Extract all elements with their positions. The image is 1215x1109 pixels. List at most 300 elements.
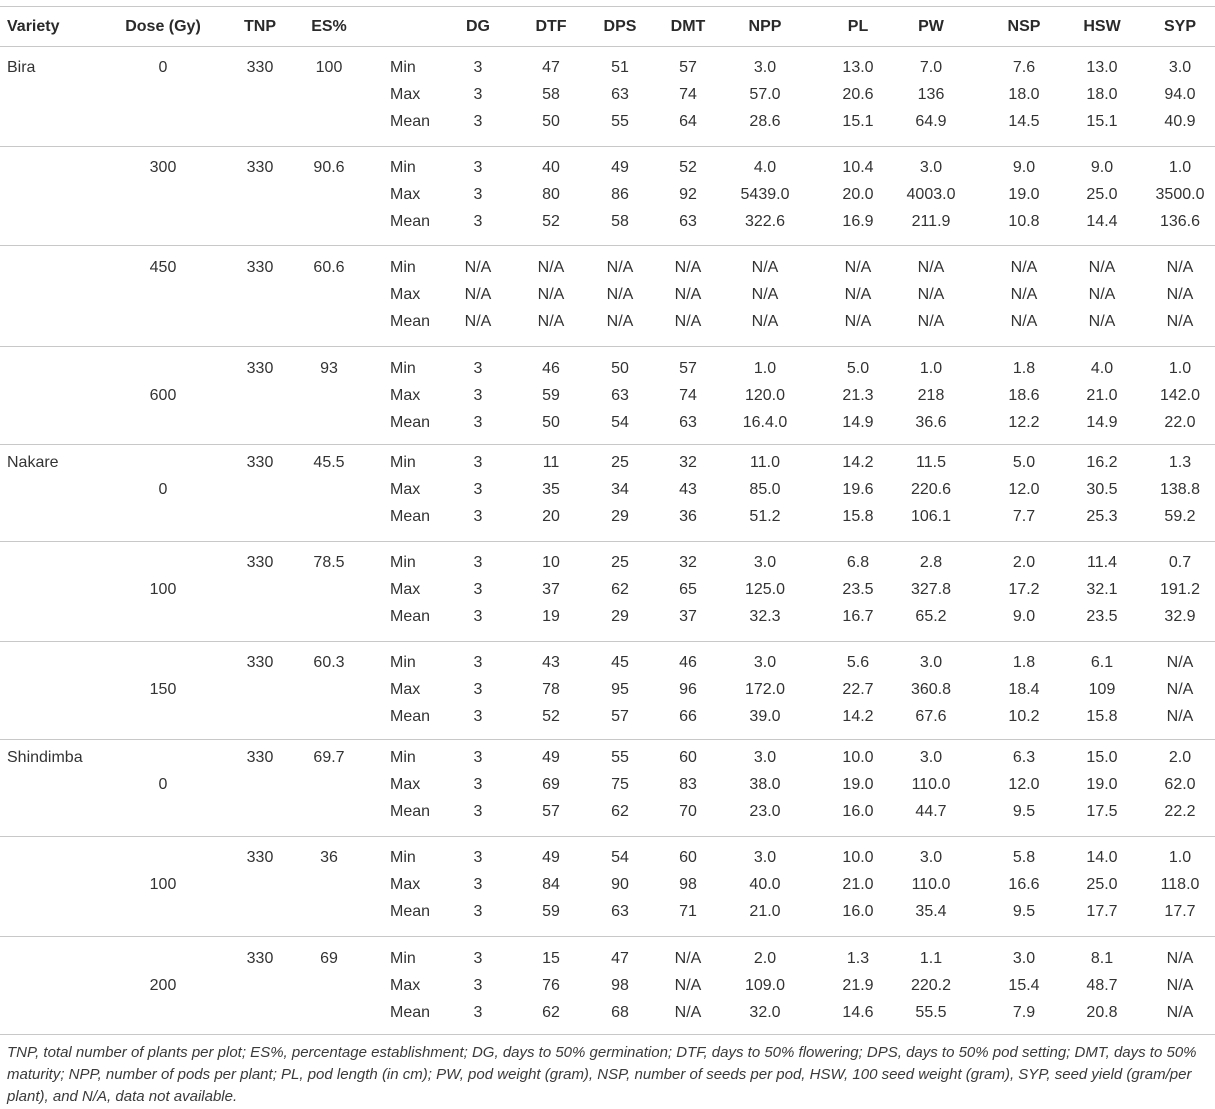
value-pw: 2.8 — [919, 554, 943, 571]
value-dmt: 65 — [679, 581, 697, 598]
value-pl: 14.6 — [842, 1004, 874, 1021]
tnp-value: 330 — [246, 59, 274, 76]
row-divider — [0, 444, 1215, 445]
dose-value: 300 — [149, 159, 177, 176]
value-hsw: 14.9 — [1086, 414, 1118, 431]
value-pl: 19.0 — [842, 776, 874, 793]
es-value: 60.3 — [313, 654, 345, 671]
value-dg: 3 — [473, 876, 483, 893]
dose-value: 600 — [149, 387, 177, 404]
dose-value: 100 — [149, 581, 177, 598]
value-pl: 1.3 — [846, 950, 870, 967]
value-syp: 1.3 — [1168, 454, 1192, 471]
row-divider — [0, 1034, 1215, 1035]
value-pl: 14.2 — [842, 454, 874, 471]
value-nsp: 6.3 — [1012, 749, 1036, 766]
value-npp: 322.6 — [744, 213, 786, 230]
value-hsw: 25.0 — [1086, 186, 1118, 203]
value-npp: 32.3 — [749, 608, 781, 625]
value-syp: N/A — [1166, 950, 1194, 967]
value-syp: N/A — [1166, 708, 1194, 725]
value-pw: N/A — [917, 259, 945, 276]
value-pl: 14.9 — [842, 414, 874, 431]
stat-label: Min — [390, 259, 416, 276]
value-syp: 59.2 — [1164, 508, 1196, 525]
header-dg: DG — [466, 18, 490, 35]
value-hsw: 17.7 — [1086, 903, 1118, 920]
value-dg: N/A — [464, 286, 492, 303]
value-dps: 50 — [611, 360, 629, 377]
stat-label: Mean — [390, 903, 431, 920]
value-dps: 63 — [611, 86, 629, 103]
value-dps: 86 — [611, 186, 629, 203]
value-dtf: 40 — [542, 159, 560, 176]
tnp-value: 330 — [246, 749, 274, 766]
variety-label: Bira — [7, 59, 36, 76]
variety-label: Shindimba — [7, 749, 83, 766]
value-pw: 64.9 — [915, 113, 947, 130]
row-divider — [0, 346, 1215, 347]
value-dtf: 35 — [542, 481, 560, 498]
value-dmt: 57 — [679, 59, 697, 76]
value-dps: 54 — [611, 414, 629, 431]
value-npp: 23.0 — [749, 803, 781, 820]
value-npp: 21.0 — [749, 903, 781, 920]
value-dg: 3 — [473, 776, 483, 793]
value-pl: 5.0 — [846, 360, 870, 377]
dose-value: 200 — [149, 977, 177, 994]
value-nsp: 12.0 — [1008, 776, 1040, 793]
value-npp: 3.0 — [753, 849, 777, 866]
value-syp: 2.0 — [1168, 749, 1192, 766]
value-syp: 1.0 — [1168, 849, 1192, 866]
tnp-value: 330 — [246, 454, 274, 471]
value-dg: 3 — [473, 213, 483, 230]
value-dtf: 37 — [542, 581, 560, 598]
value-npp: 40.0 — [749, 876, 781, 893]
header-nsp: NSP — [1007, 18, 1041, 35]
value-hsw: 48.7 — [1086, 977, 1118, 994]
value-dg: 3 — [473, 86, 483, 103]
value-dps: 49 — [611, 159, 629, 176]
value-dg: 3 — [473, 581, 483, 598]
value-npp: 125.0 — [744, 581, 786, 598]
value-nsp: 2.0 — [1012, 554, 1036, 571]
row-divider — [0, 739, 1215, 740]
value-dmt: 96 — [679, 681, 697, 698]
value-pw: 136 — [917, 86, 945, 103]
value-npp: 3.0 — [753, 749, 777, 766]
value-pl: N/A — [844, 259, 872, 276]
value-syp: 118.0 — [1160, 876, 1200, 893]
value-dps: 34 — [611, 481, 629, 498]
value-pl: 14.2 — [842, 708, 874, 725]
value-dps: 57 — [611, 708, 629, 725]
value-dmt: 37 — [679, 608, 697, 625]
value-hsw: 15.8 — [1086, 708, 1118, 725]
value-nsp: 9.5 — [1012, 903, 1036, 920]
value-npp: 51.2 — [749, 508, 781, 525]
value-nsp: 7.7 — [1012, 508, 1036, 525]
es-value: 45.5 — [313, 454, 345, 471]
tnp-value: 330 — [246, 849, 274, 866]
value-nsp: 12.2 — [1008, 414, 1040, 431]
dose-value: 0 — [158, 776, 168, 793]
value-pl: 10.0 — [842, 749, 874, 766]
value-nsp: 10.8 — [1008, 213, 1040, 230]
value-pl: 21.0 — [842, 876, 874, 893]
value-pl: 16.0 — [842, 903, 874, 920]
value-syp: 0.7 — [1168, 554, 1192, 571]
value-hsw: 6.1 — [1090, 654, 1114, 671]
value-dmt: 46 — [679, 654, 697, 671]
stat-label: Mean — [390, 608, 431, 625]
value-hsw: 8.1 — [1090, 950, 1114, 967]
stat-label: Max — [390, 387, 421, 404]
value-pw: 3.0 — [919, 749, 943, 766]
value-dg: 3 — [473, 803, 483, 820]
value-dg: 3 — [473, 186, 483, 203]
header-dose: Dose (Gy) — [125, 18, 201, 35]
value-dtf: 59 — [542, 903, 560, 920]
es-value: 36 — [320, 849, 338, 866]
value-dg: 3 — [473, 708, 483, 725]
value-dg: 3 — [473, 159, 483, 176]
value-nsp: 16.6 — [1008, 876, 1040, 893]
value-pl: N/A — [844, 286, 872, 303]
value-nsp: 18.0 — [1008, 86, 1040, 103]
value-pw: 67.6 — [915, 708, 947, 725]
value-npp: 2.0 — [753, 950, 777, 967]
value-dtf: 52 — [542, 213, 560, 230]
value-dps: 58 — [611, 213, 629, 230]
value-pl: 6.8 — [846, 554, 870, 571]
header-syp: SYP — [1163, 18, 1197, 35]
value-pw: 55.5 — [915, 1004, 947, 1021]
value-dps: 25 — [611, 554, 629, 571]
stat-label: Mean — [390, 708, 431, 725]
tnp-value: 330 — [246, 259, 274, 276]
header-variety: Variety — [7, 18, 60, 35]
value-hsw: 9.0 — [1090, 159, 1114, 176]
stat-label: Min — [390, 454, 416, 471]
value-pl: 16.9 — [842, 213, 874, 230]
value-hsw: 11.4 — [1087, 554, 1117, 571]
dose-value: 0 — [158, 59, 168, 76]
value-dmt: 98 — [679, 876, 697, 893]
tnp-value: 330 — [246, 654, 274, 671]
row-divider — [0, 46, 1215, 47]
value-dg: 3 — [473, 481, 483, 498]
stat-label: Min — [390, 950, 416, 967]
header-npp: NPP — [748, 18, 782, 35]
value-hsw: 4.0 — [1090, 360, 1114, 377]
value-dg: 3 — [473, 113, 483, 130]
value-npp: 32.0 — [749, 1004, 781, 1021]
value-pw: N/A — [917, 313, 945, 330]
value-dtf: 10 — [542, 554, 560, 571]
value-dg: 3 — [473, 360, 483, 377]
value-dg: 3 — [473, 454, 483, 471]
value-pw: 11.5 — [916, 454, 946, 471]
value-pl: 10.0 — [842, 849, 874, 866]
value-npp: 109.0 — [744, 977, 786, 994]
header-dps: DPS — [603, 18, 637, 35]
value-syp: 136.6 — [1159, 213, 1201, 230]
value-dtf: 76 — [542, 977, 560, 994]
value-dps: 62 — [611, 803, 629, 820]
value-syp: N/A — [1166, 313, 1194, 330]
value-syp: N/A — [1166, 681, 1194, 698]
value-npp: 3.0 — [753, 59, 777, 76]
value-npp: 172.0 — [744, 681, 786, 698]
value-syp: 138.8 — [1159, 481, 1201, 498]
value-dtf: 58 — [542, 86, 560, 103]
value-pw: 3.0 — [919, 159, 943, 176]
value-dg: 3 — [473, 387, 483, 404]
value-dmt: 83 — [679, 776, 697, 793]
row-divider — [0, 6, 1215, 7]
dose-value: 100 — [149, 876, 177, 893]
stat-label: Min — [390, 749, 416, 766]
value-dtf: 50 — [542, 414, 560, 431]
value-dtf: 11 — [542, 454, 560, 471]
value-syp: N/A — [1166, 977, 1194, 994]
value-nsp: 9.0 — [1012, 608, 1036, 625]
value-dtf: 69 — [542, 776, 560, 793]
value-nsp: 18.6 — [1008, 387, 1040, 404]
value-npp: N/A — [751, 286, 779, 303]
value-hsw: 21.0 — [1086, 387, 1118, 404]
value-syp: 3.0 — [1168, 59, 1192, 76]
value-pw: 1.0 — [919, 360, 943, 377]
stat-label: Min — [390, 360, 416, 377]
value-dps: 95 — [611, 681, 629, 698]
stat-label: Max — [390, 977, 421, 994]
stat-label: Max — [390, 681, 421, 698]
value-syp: 32.9 — [1164, 608, 1196, 625]
row-divider — [0, 836, 1215, 837]
value-pl: 19.6 — [842, 481, 874, 498]
value-hsw: 15.0 — [1086, 749, 1118, 766]
value-pw: 220.6 — [910, 481, 952, 498]
value-pw: 4003.0 — [906, 186, 956, 203]
value-npp: 16.4.0 — [742, 414, 788, 431]
value-dg: 3 — [473, 554, 483, 571]
value-dmt: 60 — [679, 749, 697, 766]
value-nsp: N/A — [1010, 259, 1038, 276]
value-pl: 21.3 — [842, 387, 874, 404]
value-dg: 3 — [473, 849, 483, 866]
value-hsw: 32.1 — [1086, 581, 1118, 598]
value-npp: N/A — [751, 313, 779, 330]
value-npp: 5439.0 — [740, 186, 790, 203]
value-pw: 218 — [917, 387, 945, 404]
value-pw: 110.0 — [911, 876, 951, 893]
dose-value: 0 — [158, 481, 168, 498]
stat-label: Max — [390, 776, 421, 793]
value-dtf: N/A — [537, 286, 565, 303]
value-dtf: N/A — [537, 259, 565, 276]
value-hsw: 15.1 — [1086, 113, 1118, 130]
value-dps: 29 — [611, 608, 629, 625]
tnp-value: 330 — [246, 159, 274, 176]
stat-label: Max — [390, 581, 421, 598]
value-dmt: 74 — [679, 86, 697, 103]
value-syp: N/A — [1166, 286, 1194, 303]
value-hsw: 25.3 — [1086, 508, 1118, 525]
es-value: 100 — [315, 59, 343, 76]
value-pw: 106.1 — [910, 508, 952, 525]
value-dtf: 62 — [542, 1004, 560, 1021]
value-dmt: 52 — [679, 159, 697, 176]
value-dps: N/A — [606, 259, 634, 276]
value-dtf: 49 — [542, 849, 560, 866]
value-pl: 20.6 — [842, 86, 874, 103]
value-dtf: 49 — [542, 749, 560, 766]
es-value: 69.7 — [313, 749, 345, 766]
value-pl: 10.4 — [842, 159, 874, 176]
stat-label: Mean — [390, 213, 431, 230]
value-hsw: 17.5 — [1086, 803, 1118, 820]
header-es: ES% — [311, 18, 347, 35]
value-hsw: 13.0 — [1086, 59, 1118, 76]
value-dps: 63 — [611, 387, 629, 404]
value-dmt: N/A — [674, 313, 702, 330]
value-npp: 39.0 — [749, 708, 781, 725]
value-dtf: 46 — [542, 360, 560, 377]
value-nsp: 19.0 — [1008, 186, 1040, 203]
row-divider — [0, 641, 1215, 642]
value-nsp: 9.0 — [1012, 159, 1036, 176]
stat-label: Mean — [390, 508, 431, 525]
value-npp: 28.6 — [749, 113, 781, 130]
tnp-value: 330 — [246, 950, 274, 967]
table-footnote: TNP, total number of plants per plot; ES%, percentage establishment; DG, days to 50% germination; DTF, days to 50% flowering; DPS, days to 50% pod setting; DMT, days to 50% maturity; NPP, number of pods per plant; PL, pod length (in cm); PW, pod weight (gram), NSP, number of seeds per pod, HSW, 100 seed weight (gram), SYP, seed yield (gram/per plant), and N/A, data not available. — [7, 1044, 1197, 1105]
value-pl: 15.8 — [842, 508, 874, 525]
value-hsw: N/A — [1088, 259, 1116, 276]
value-dps: 55 — [611, 113, 629, 130]
value-pl: 16.0 — [842, 803, 874, 820]
value-nsp: 17.2 — [1008, 581, 1040, 598]
es-value: 78.5 — [313, 554, 345, 571]
value-hsw: 16.2 — [1086, 454, 1118, 471]
row-divider — [0, 146, 1215, 147]
value-dmt: 71 — [679, 903, 697, 920]
stat-label: Mean — [390, 113, 431, 130]
value-dg: 3 — [473, 414, 483, 431]
value-nsp: 3.0 — [1012, 950, 1036, 967]
value-dps: 25 — [611, 454, 629, 471]
value-dmt: N/A — [674, 286, 702, 303]
value-dps: 45 — [611, 654, 629, 671]
value-syp: 94.0 — [1164, 86, 1196, 103]
value-dmt: 66 — [679, 708, 697, 725]
dose-value: 150 — [149, 681, 177, 698]
stat-label: Min — [390, 159, 416, 176]
value-dtf: 78 — [542, 681, 560, 698]
value-dtf: 20 — [542, 508, 560, 525]
stat-label: Mean — [390, 414, 431, 431]
value-dmt: 70 — [679, 803, 697, 820]
value-nsp: 15.4 — [1008, 977, 1040, 994]
stat-label: Min — [390, 849, 416, 866]
stat-label: Max — [390, 186, 421, 203]
value-dtf: 15 — [542, 950, 560, 967]
value-hsw: N/A — [1088, 286, 1116, 303]
value-npp: 57.0 — [749, 86, 781, 103]
value-pl: 13.0 — [842, 59, 874, 76]
value-syp: N/A — [1166, 654, 1194, 671]
row-divider — [0, 936, 1215, 937]
value-hsw: 14.0 — [1086, 849, 1118, 866]
value-pl: 16.7 — [842, 608, 874, 625]
value-dps: 63 — [611, 903, 629, 920]
value-dtf: 57 — [542, 803, 560, 820]
value-dmt: N/A — [674, 977, 702, 994]
value-pw: 35.4 — [915, 903, 947, 920]
stat-label: Min — [390, 59, 416, 76]
value-dmt: 32 — [679, 454, 697, 471]
value-dmt: 63 — [679, 213, 697, 230]
value-hsw: 20.8 — [1086, 1004, 1118, 1021]
value-dtf: N/A — [537, 313, 565, 330]
value-dtf: 52 — [542, 708, 560, 725]
value-nsp: 12.0 — [1008, 481, 1040, 498]
stat-label: Max — [390, 286, 421, 303]
header-tnp: TNP — [244, 18, 276, 35]
value-nsp: 7.9 — [1012, 1004, 1036, 1021]
value-pw: 44.7 — [915, 803, 947, 820]
stat-label: Min — [390, 654, 416, 671]
value-npp: 3.0 — [753, 654, 777, 671]
value-dmt: 36 — [679, 508, 697, 525]
value-pl: 15.1 — [842, 113, 874, 130]
value-nsp: 10.2 — [1008, 708, 1040, 725]
value-dmt: 92 — [679, 186, 697, 203]
value-dps: 51 — [611, 59, 629, 76]
value-dps: 75 — [611, 776, 629, 793]
value-syp: 3500.0 — [1155, 186, 1205, 203]
value-dps: 29 — [611, 508, 629, 525]
variety-label: Nakare — [7, 454, 59, 471]
value-syp: N/A — [1166, 1004, 1194, 1021]
value-dg: 3 — [473, 977, 483, 994]
value-dg: 3 — [473, 903, 483, 920]
value-pl: N/A — [844, 313, 872, 330]
value-dmt: N/A — [674, 950, 702, 967]
value-hsw: 18.0 — [1086, 86, 1118, 103]
value-hsw: 30.5 — [1086, 481, 1118, 498]
value-dg: 3 — [473, 508, 483, 525]
header-hsw: HSW — [1083, 18, 1121, 35]
value-syp: 22.0 — [1164, 414, 1196, 431]
value-syp: 22.2 — [1164, 803, 1196, 820]
value-hsw: 14.4 — [1086, 213, 1118, 230]
value-hsw: N/A — [1088, 313, 1116, 330]
value-syp: N/A — [1166, 259, 1194, 276]
stat-label: Max — [390, 86, 421, 103]
value-dg: 3 — [473, 654, 483, 671]
value-syp: 40.9 — [1164, 113, 1196, 130]
value-dg: N/A — [464, 259, 492, 276]
value-dmt: 32 — [679, 554, 697, 571]
value-nsp: 1.8 — [1012, 360, 1036, 377]
value-dps: 55 — [611, 749, 629, 766]
row-divider — [0, 541, 1215, 542]
value-nsp: N/A — [1010, 313, 1038, 330]
stat-label: Mean — [390, 1004, 431, 1021]
